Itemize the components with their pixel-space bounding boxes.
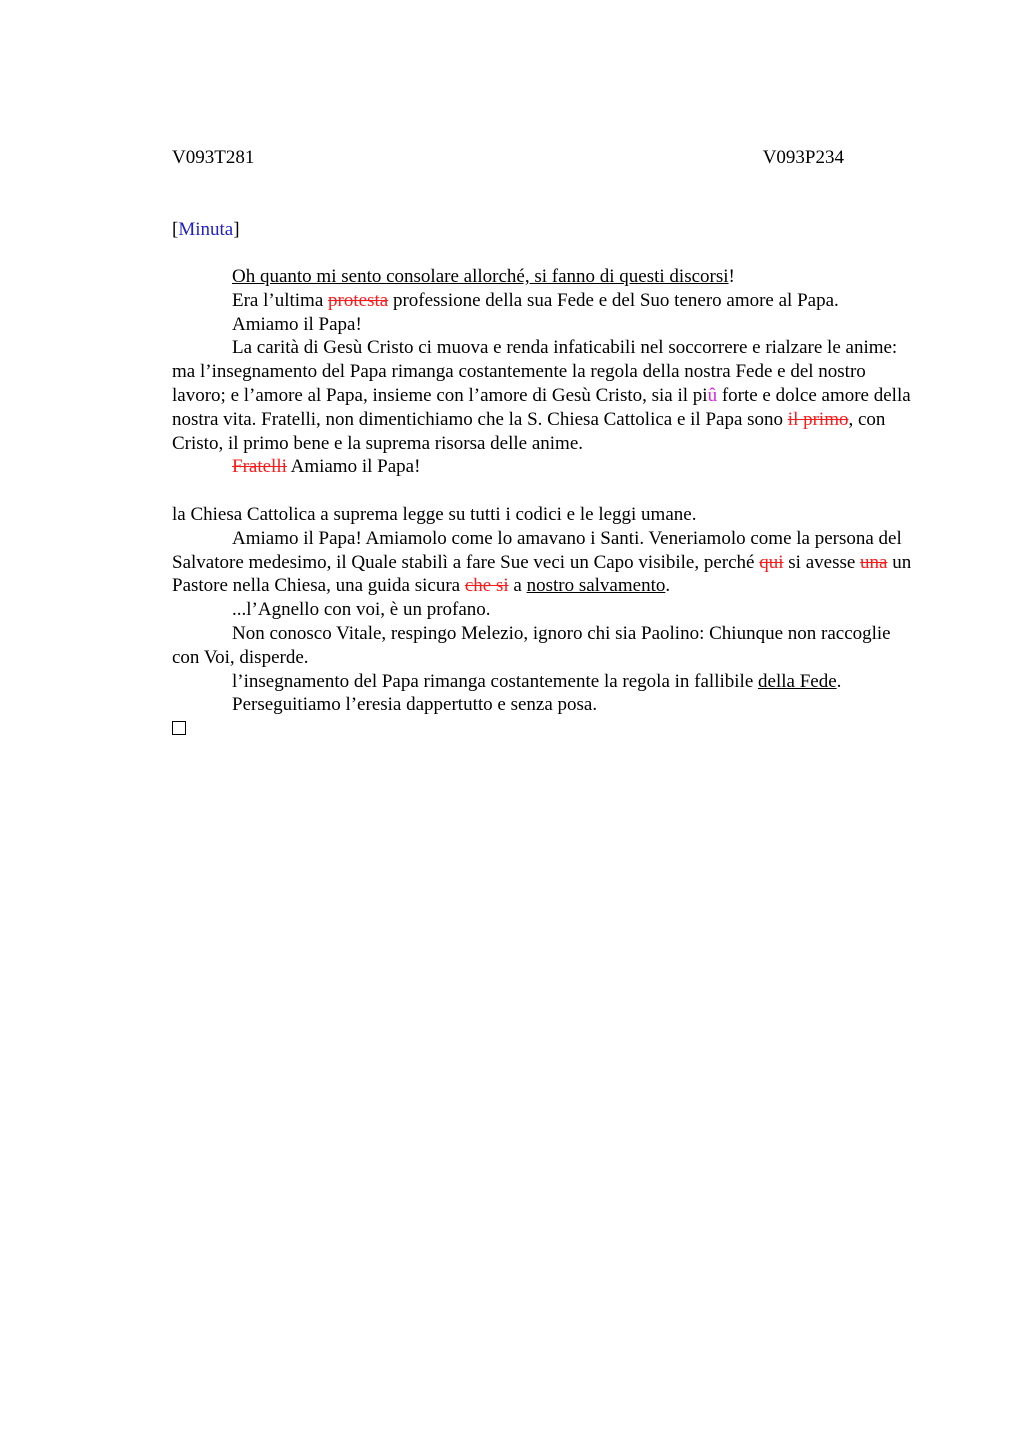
underlined-text: della Fede: [758, 670, 837, 692]
deleted-text: protesta: [328, 289, 389, 311]
paragraph-9: Non conosco Vitale, respingo Melezio, ignoro chi sia Paolino: Chiunque non raccoglie con Voi, disperde.: [172, 622, 891, 668]
paragraph-4-part-c: , con Cristo, il primo bene e la suprema risorsa delle anime.: [172, 408, 886, 454]
underlined-text: nostro salvamento: [526, 575, 666, 597]
document-body: [172, 265, 912, 741]
paragraph-4-part-a: La carità di Gesù Cristo ci muova e renda infaticabili nel soccorrere e rialzare le anime: ma l’insegnamento del Papa rimanga costantemente la regola della nostra Fede e del nostro lavoro; e l’amore al Papa, insieme con l’amore di Gesù Cristo, sia il pi: [172, 337, 898, 406]
paragraph-10-part-a: l’insegnamento del Papa rimanga costantemente la regola in fallibile: [232, 670, 759, 692]
minuta-label: [172, 218, 240, 242]
paragraph-1: [172, 265, 912, 289]
document-code-left: V093T281: [172, 147, 255, 168]
paragraph-7-part-c: un Pastore nella Chiesa, una guida sicura: [172, 551, 912, 597]
paragraph-4-part-b: forte e dolce amore della nostra vita. Fratelli, non dimentichiamo che la S. Chiesa Cattolica e il Papa sono: [172, 384, 911, 430]
paragraph-2-part-a: Era l’ultima: [232, 289, 329, 311]
paragraph-2: [172, 289, 912, 313]
paragraph-5: [172, 455, 912, 479]
paragraph-2-part-b: professione della sua Fede e del Suo tenero amore al Papa.: [388, 289, 839, 311]
square-outline-icon: [172, 721, 186, 735]
paragraph-3: Amiamo il Papa!: [232, 313, 362, 335]
paragraph-1-tail: !: [728, 266, 735, 287]
document-header: [172, 146, 844, 170]
marked-character: û: [707, 384, 718, 406]
paragraph-11: Perseguitiamo l’eresia dappertutto e senza posa.: [232, 694, 598, 716]
minuta-open-bracket: [: [172, 219, 179, 240]
paragraph-7-part-e: .: [665, 575, 671, 597]
minuta-close-bracket: ]: [233, 219, 240, 240]
paragraph-gap: [172, 479, 912, 503]
paragraph-8: ...l’Agnello con voi, è un profano.: [232, 599, 491, 621]
end-marker: [172, 717, 912, 741]
underlined-text: Oh quanto mi sento consolare allorché, si fanno di questi discorsi: [232, 266, 729, 287]
minuta-text: Minuta: [178, 219, 234, 240]
deleted-text: una: [860, 551, 888, 573]
paragraph-7-part-b: si avesse: [783, 551, 861, 573]
deleted-text: che si: [464, 575, 509, 597]
paragraph-5-text: Amiamo il Papa!: [286, 456, 421, 478]
deleted-text: Fratelli: [232, 456, 287, 478]
paragraph-10: [172, 670, 912, 694]
document-code-right: V093P234: [762, 147, 844, 168]
paragraph-6: la Chiesa Cattolica a suprema legge su tutti i codici e le leggi umane.: [172, 503, 697, 525]
deleted-text: qui: [759, 551, 784, 573]
deleted-text: il primo: [787, 408, 849, 430]
paragraph-7: [172, 527, 912, 598]
paragraph-7-part-d: a: [508, 575, 527, 597]
paragraph-7-part-a: Amiamo il Papa! Amiamolo come lo amavano i Santi. Veneriamolo come la persona del Salvatore medesimo, il Quale stabilì a fare Sue veci un Capo visibile, perché: [172, 527, 902, 573]
paragraph-4: [172, 336, 912, 455]
paragraph-10-part-b: .: [836, 670, 842, 692]
